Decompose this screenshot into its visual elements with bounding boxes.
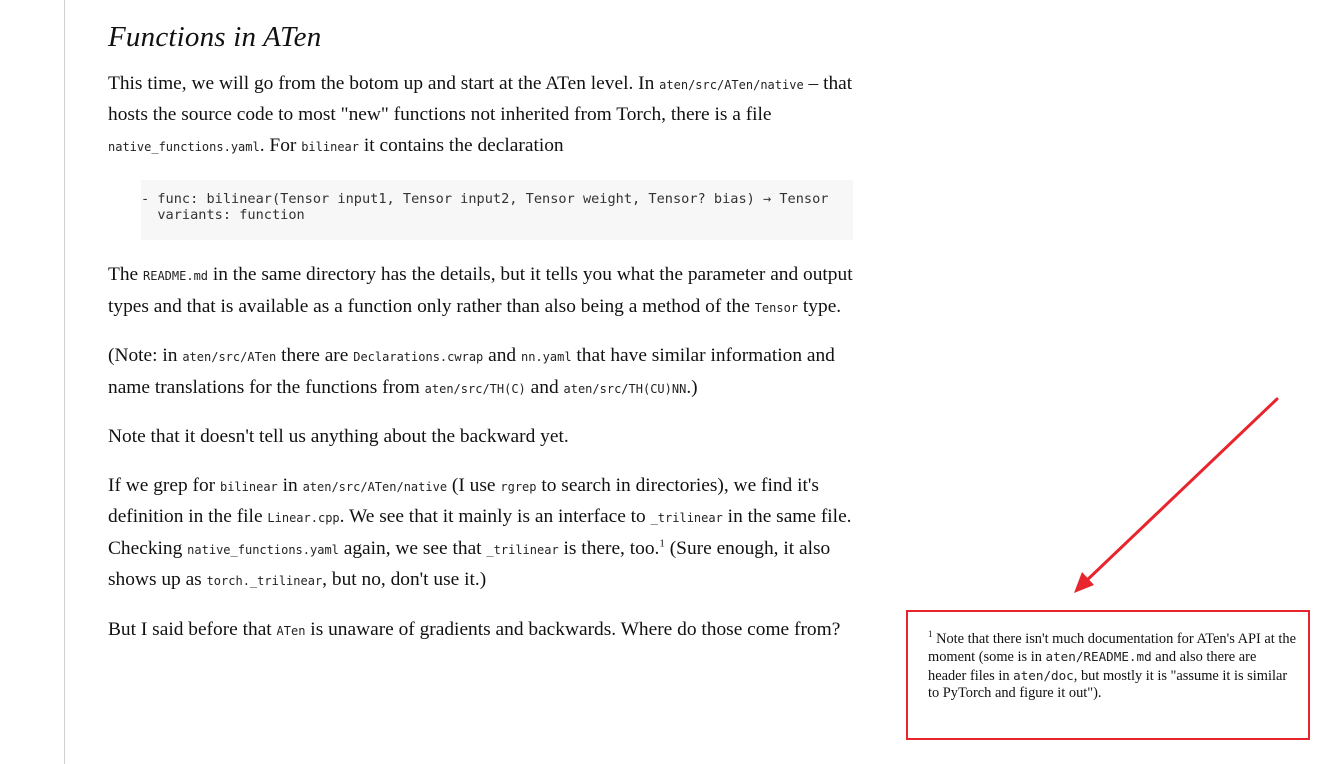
paragraph-grep [108,471,854,597]
code-line: variants: function [141,207,305,224]
text: . We see that it mainly is an interface to [339,506,651,528]
code-block-declaration [141,180,853,240]
text: This time, we will go from the botom up and start at the ATen level. In [108,72,660,94]
inline-code: nn.yaml [520,350,572,365]
text: there are [276,345,354,367]
annotation-highlight-box [906,610,1310,740]
text: , but no, don't use it.) [322,569,487,591]
inline-code: ATen [276,623,306,638]
section-title: Functions in ATen [108,21,322,53]
article-body [108,20,854,664]
paragraph-readme [108,260,854,323]
text: But I said before that [108,618,277,640]
inline-code: aten/src/ATen/native [302,479,448,494]
sidenote-number: 1 [928,629,933,640]
left-border-rule [64,0,65,764]
inline-code: Linear.cpp [267,511,340,526]
text: is unaware of gradients and backwards. Where do those come from? [305,618,841,640]
inline-code: _trilinear [650,511,723,526]
inline-code: bilinear [219,479,278,494]
paragraph-backward-note: Note that it doesn't tell us anything about the backward yet. [108,426,569,448]
inline-code: aten/src/ATen/native [659,77,804,92]
text: – that hosts the source code to most "new" functions not inherited from Torch, there is a file [108,72,853,126]
inline-code: bilinear [301,139,359,154]
text: The [108,264,143,286]
inline-code: README.md [143,269,209,284]
text: (I use [447,474,501,496]
text: .) [686,376,698,398]
text: If we grep for [108,474,220,496]
text: in [277,474,303,496]
text: again, we see that [338,537,487,559]
text: (Note: in [108,345,183,367]
inline-code: torch._trilinear [206,574,323,589]
inline-code: aten/README.md [1045,649,1152,665]
inline-code: Tensor [754,300,799,315]
inline-code: Declarations.cwrap [353,350,484,365]
text: and [483,345,521,367]
text: is there, too. [558,537,660,559]
text: and also there are header files in [928,649,1257,684]
inline-code: _trilinear [486,542,559,557]
text: , but mostly it is "assume it is similar to PyTorch and figure it out"). [928,667,1288,702]
text: (Sure enough, it also shows up as [108,537,831,591]
inline-code: native_functions.yaml [187,542,339,557]
text: in the same directory has the details, but it tells you what the parameter and output types and that is available as a function only rather than also being a method of the [108,264,853,317]
inline-code: aten/src/TH(CU)NN [563,381,687,396]
inline-code: rgrep [500,479,537,494]
text: it contains the declaration [359,134,564,156]
text: type. [798,295,842,317]
paragraph-gradients [108,615,854,647]
text: that have similar information and name translations for the functions from [108,345,835,398]
text: . For [259,134,302,156]
text: and [525,376,564,398]
text: Note that there isn't much documentation for ATen's API at the moment (some is in [928,631,1296,666]
paragraph-aten-native [108,69,854,163]
code-line: - func: bilinear(Tensor input1, Tensor input2, Tensor weight, Tensor? bias) → Tensor [141,191,829,208]
inline-code: native_functions.yaml [108,139,260,154]
text: in the same file. Checking [108,506,852,559]
inline-code: aten/doc [1013,667,1074,683]
footnote-reference-link[interactable]: 1 [659,537,665,550]
inline-code: aten/src/TH(C) [424,381,526,396]
paragraph-note-declarations [108,341,854,404]
text: to search in directories), we find it's definition in the file [108,474,819,528]
inline-code: aten/src/ATen [182,350,277,365]
